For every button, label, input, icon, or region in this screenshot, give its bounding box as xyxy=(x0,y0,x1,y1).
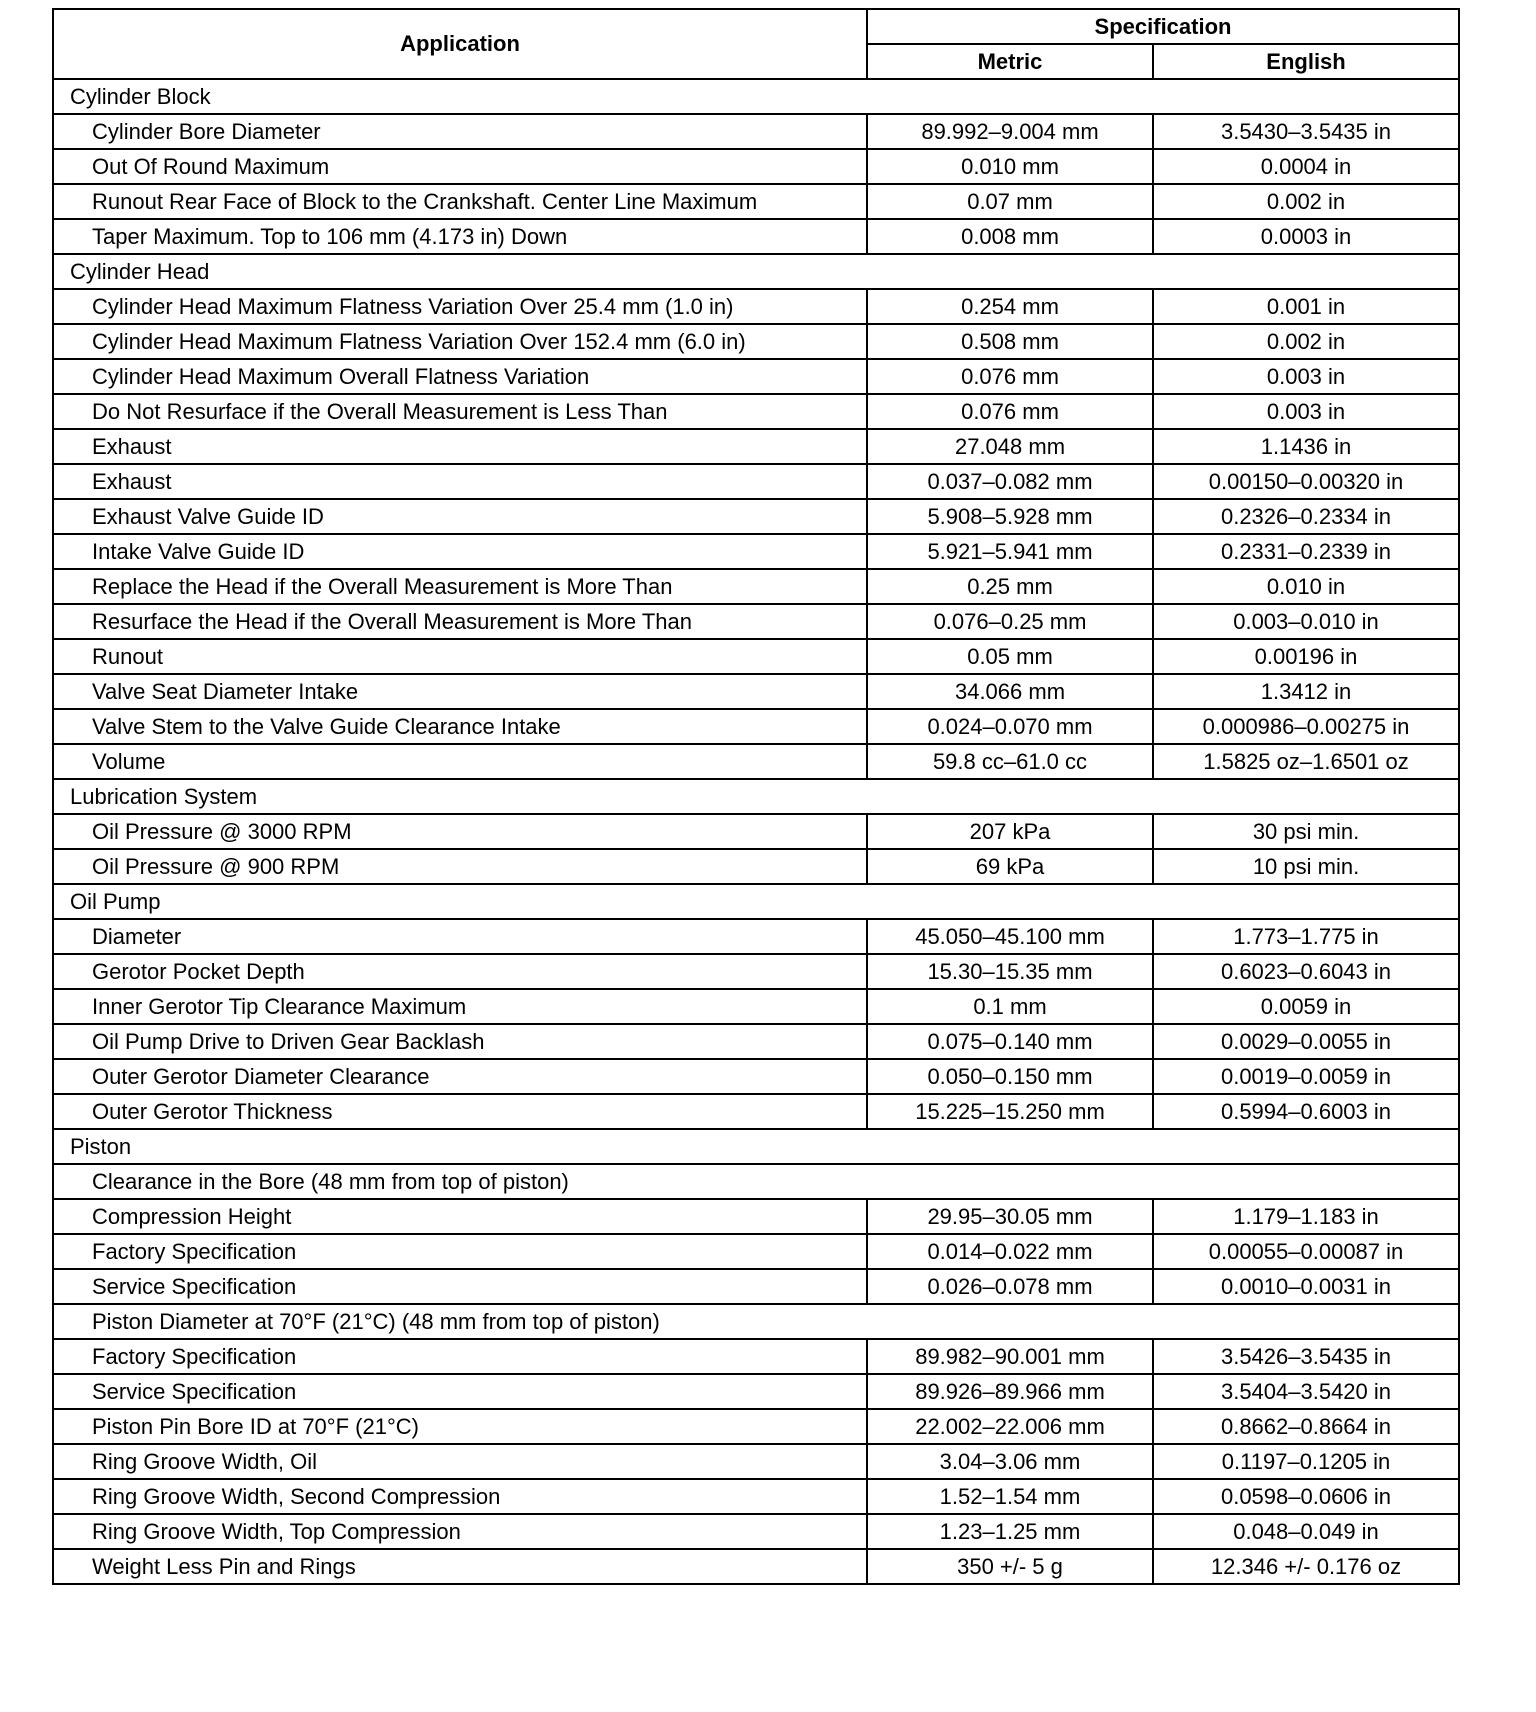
english-cell: 0.0029–0.0055 in xyxy=(1153,1024,1459,1059)
metric-cell: 0.25 mm xyxy=(867,569,1153,604)
english-cell: 3.5426–3.5435 in xyxy=(1153,1339,1459,1374)
english-cell: 0.1197–0.1205 in xyxy=(1153,1444,1459,1479)
metric-cell: 89.982–90.001 mm xyxy=(867,1339,1153,1374)
table-row xyxy=(53,1024,1459,1059)
metric-cell: 3.04–3.06 mm xyxy=(867,1444,1153,1479)
table-row xyxy=(53,464,1459,499)
english-cell: 0.0004 in xyxy=(1153,149,1459,184)
table-row xyxy=(53,1269,1459,1304)
metric-cell: 1.52–1.54 mm xyxy=(867,1479,1153,1514)
application-cell: Ring Groove Width, Second Compression xyxy=(53,1479,867,1514)
metric-cell: 69 kPa xyxy=(867,849,1153,884)
table-header xyxy=(53,9,1459,79)
application-cell: Replace the Head if the Overall Measurement is More Than xyxy=(53,569,867,604)
table-row xyxy=(53,744,1459,779)
application-cell: Oil Pressure @ 900 RPM xyxy=(53,849,867,884)
english-cell: 0.2331–0.2339 in xyxy=(1153,534,1459,569)
section-row xyxy=(53,779,1459,814)
subgroup-label: Piston Diameter at 70°F (21°C) (48 mm from top of piston) xyxy=(53,1304,1459,1339)
application-cell: Runout xyxy=(53,639,867,674)
metric-cell: 34.066 mm xyxy=(867,674,1153,709)
application-cell: Runout Rear Face of Block to the Crankshaft. Center Line Maximum xyxy=(53,184,867,219)
subgroup-row xyxy=(53,1164,1459,1199)
application-cell: Piston Pin Bore ID at 70°F (21°C) xyxy=(53,1409,867,1444)
english-cell: 0.8662–0.8664 in xyxy=(1153,1409,1459,1444)
metric-cell: 0.008 mm xyxy=(867,219,1153,254)
metric-cell: 1.23–1.25 mm xyxy=(867,1514,1153,1549)
table-row xyxy=(53,359,1459,394)
table-row xyxy=(53,1549,1459,1584)
application-cell: Inner Gerotor Tip Clearance Maximum xyxy=(53,989,867,1024)
metric-cell: 5.921–5.941 mm xyxy=(867,534,1153,569)
section-label: Cylinder Block xyxy=(53,79,1459,114)
table-row xyxy=(53,1409,1459,1444)
table-row xyxy=(53,324,1459,359)
table-row xyxy=(53,674,1459,709)
english-cell: 0.000986–0.00275 in xyxy=(1153,709,1459,744)
section-label: Oil Pump xyxy=(53,884,1459,919)
metric-cell: 0.1 mm xyxy=(867,989,1153,1024)
table-row xyxy=(53,114,1459,149)
english-header: English xyxy=(1153,44,1459,79)
english-cell: 0.002 in xyxy=(1153,184,1459,219)
section-label: Cylinder Head xyxy=(53,254,1459,289)
english-cell: 0.048–0.049 in xyxy=(1153,1514,1459,1549)
table-row xyxy=(53,1234,1459,1269)
section-row xyxy=(53,254,1459,289)
metric-cell: 45.050–45.100 mm xyxy=(867,919,1153,954)
section-row xyxy=(53,79,1459,114)
english-cell: 0.0059 in xyxy=(1153,989,1459,1024)
metric-cell: 5.908–5.928 mm xyxy=(867,499,1153,534)
application-cell: Valve Seat Diameter Intake xyxy=(53,674,867,709)
application-cell: Service Specification xyxy=(53,1269,867,1304)
metric-cell: 0.076 mm xyxy=(867,394,1153,429)
english-cell: 10 psi min. xyxy=(1153,849,1459,884)
metric-cell: 89.992–9.004 mm xyxy=(867,114,1153,149)
english-cell: 0.00196 in xyxy=(1153,639,1459,674)
application-cell: Valve Stem to the Valve Guide Clearance Intake xyxy=(53,709,867,744)
metric-header: Metric xyxy=(867,44,1153,79)
english-cell: 1.5825 oz–1.6501 oz xyxy=(1153,744,1459,779)
application-cell: Factory Specification xyxy=(53,1234,867,1269)
table-row xyxy=(53,289,1459,324)
table-row xyxy=(53,919,1459,954)
english-cell: 0.002 in xyxy=(1153,324,1459,359)
table-row xyxy=(53,1094,1459,1129)
application-cell: Intake Valve Guide ID xyxy=(53,534,867,569)
table-row xyxy=(53,604,1459,639)
table-row xyxy=(53,1059,1459,1094)
english-cell: 1.773–1.775 in xyxy=(1153,919,1459,954)
application-cell: Weight Less Pin and Rings xyxy=(53,1549,867,1584)
table-row xyxy=(53,219,1459,254)
english-cell: 3.5430–3.5435 in xyxy=(1153,114,1459,149)
table-row xyxy=(53,1374,1459,1409)
english-cell: 1.179–1.183 in xyxy=(1153,1199,1459,1234)
table-row xyxy=(53,1479,1459,1514)
metric-cell: 350 +/- 5 g xyxy=(867,1549,1153,1584)
application-cell: Do Not Resurface if the Overall Measurement is Less Than xyxy=(53,394,867,429)
metric-cell: 15.225–15.250 mm xyxy=(867,1094,1153,1129)
application-cell: Exhaust xyxy=(53,464,867,499)
header-row-top xyxy=(53,9,1459,44)
subgroup-row xyxy=(53,1304,1459,1339)
application-cell: Cylinder Bore Diameter xyxy=(53,114,867,149)
english-cell: 0.0010–0.0031 in xyxy=(1153,1269,1459,1304)
metric-cell: 0.076 mm xyxy=(867,359,1153,394)
english-cell: 12.346 +/- 0.176 oz xyxy=(1153,1549,1459,1584)
application-cell: Factory Specification xyxy=(53,1339,867,1374)
table-row xyxy=(53,1444,1459,1479)
table-row xyxy=(53,569,1459,604)
table-row xyxy=(53,709,1459,744)
application-cell: Taper Maximum. Top to 106 mm (4.173 in) Down xyxy=(53,219,867,254)
table-row xyxy=(53,534,1459,569)
metric-cell: 22.002–22.006 mm xyxy=(867,1409,1153,1444)
metric-cell: 27.048 mm xyxy=(867,429,1153,464)
english-cell: 0.0019–0.0059 in xyxy=(1153,1059,1459,1094)
metric-cell: 0.050–0.150 mm xyxy=(867,1059,1153,1094)
metric-cell: 89.926–89.966 mm xyxy=(867,1374,1153,1409)
english-cell: 0.00150–0.00320 in xyxy=(1153,464,1459,499)
application-cell: Diameter xyxy=(53,919,867,954)
table-row xyxy=(53,499,1459,534)
metric-cell: 59.8 cc–61.0 cc xyxy=(867,744,1153,779)
english-cell: 0.001 in xyxy=(1153,289,1459,324)
metric-cell: 0.07 mm xyxy=(867,184,1153,219)
english-cell: 0.6023–0.6043 in xyxy=(1153,954,1459,989)
table-row xyxy=(53,394,1459,429)
table-row xyxy=(53,184,1459,219)
metric-cell: 0.010 mm xyxy=(867,149,1153,184)
application-cell: Outer Gerotor Diameter Clearance xyxy=(53,1059,867,1094)
application-cell: Cylinder Head Maximum Flatness Variation Over 25.4 mm (1.0 in) xyxy=(53,289,867,324)
application-cell: Exhaust xyxy=(53,429,867,464)
application-cell: Out Of Round Maximum xyxy=(53,149,867,184)
english-cell: 0.5994–0.6003 in xyxy=(1153,1094,1459,1129)
table-row xyxy=(53,149,1459,184)
specification-header: Specification xyxy=(867,9,1459,44)
table-row xyxy=(53,814,1459,849)
table-row xyxy=(53,639,1459,674)
english-cell: 0.003 in xyxy=(1153,394,1459,429)
section-row xyxy=(53,1129,1459,1164)
table-row xyxy=(53,849,1459,884)
english-cell: 0.003 in xyxy=(1153,359,1459,394)
metric-cell: 0.05 mm xyxy=(867,639,1153,674)
metric-cell: 15.30–15.35 mm xyxy=(867,954,1153,989)
metric-cell: 0.024–0.070 mm xyxy=(867,709,1153,744)
english-cell: 0.00055–0.00087 in xyxy=(1153,1234,1459,1269)
english-cell: 0.010 in xyxy=(1153,569,1459,604)
application-cell: Exhaust Valve Guide ID xyxy=(53,499,867,534)
english-cell: 0.0598–0.0606 in xyxy=(1153,1479,1459,1514)
application-cell: Ring Groove Width, Top Compression xyxy=(53,1514,867,1549)
application-cell: Cylinder Head Maximum Overall Flatness Variation xyxy=(53,359,867,394)
table-row xyxy=(53,1199,1459,1234)
application-cell: Outer Gerotor Thickness xyxy=(53,1094,867,1129)
english-cell: 1.1436 in xyxy=(1153,429,1459,464)
metric-cell: 0.075–0.140 mm xyxy=(867,1024,1153,1059)
section-label: Piston xyxy=(53,1129,1459,1164)
application-cell: Oil Pump Drive to Driven Gear Backlash xyxy=(53,1024,867,1059)
section-label: Lubrication System xyxy=(53,779,1459,814)
table-row xyxy=(53,1339,1459,1374)
metric-cell: 29.95–30.05 mm xyxy=(867,1199,1153,1234)
english-cell: 1.3412 in xyxy=(1153,674,1459,709)
english-cell: 0.2326–0.2334 in xyxy=(1153,499,1459,534)
english-cell: 30 psi min. xyxy=(1153,814,1459,849)
application-cell: Cylinder Head Maximum Flatness Variation Over 152.4 mm (6.0 in) xyxy=(53,324,867,359)
application-cell: Oil Pressure @ 3000 RPM xyxy=(53,814,867,849)
metric-cell: 0.508 mm xyxy=(867,324,1153,359)
application-cell: Gerotor Pocket Depth xyxy=(53,954,867,989)
metric-cell: 0.026–0.078 mm xyxy=(867,1269,1153,1304)
section-row xyxy=(53,884,1459,919)
metric-cell: 207 kPa xyxy=(867,814,1153,849)
table-row xyxy=(53,429,1459,464)
metric-cell: 0.076–0.25 mm xyxy=(867,604,1153,639)
table-row xyxy=(53,989,1459,1024)
application-header: Application xyxy=(53,9,867,79)
application-cell: Compression Height xyxy=(53,1199,867,1234)
metric-cell: 0.037–0.082 mm xyxy=(867,464,1153,499)
application-cell: Ring Groove Width, Oil xyxy=(53,1444,867,1479)
table-body xyxy=(53,79,1459,1584)
metric-cell: 0.014–0.022 mm xyxy=(867,1234,1153,1269)
english-cell: 0.0003 in xyxy=(1153,219,1459,254)
english-cell: 0.003–0.010 in xyxy=(1153,604,1459,639)
specification-table xyxy=(52,8,1460,1585)
metric-cell: 0.254 mm xyxy=(867,289,1153,324)
table-row xyxy=(53,954,1459,989)
subgroup-label: Clearance in the Bore (48 mm from top of piston) xyxy=(53,1164,1459,1199)
application-cell: Resurface the Head if the Overall Measurement is More Than xyxy=(53,604,867,639)
english-cell: 3.5404–3.5420 in xyxy=(1153,1374,1459,1409)
table-row xyxy=(53,1514,1459,1549)
application-cell: Volume xyxy=(53,744,867,779)
application-cell: Service Specification xyxy=(53,1374,867,1409)
